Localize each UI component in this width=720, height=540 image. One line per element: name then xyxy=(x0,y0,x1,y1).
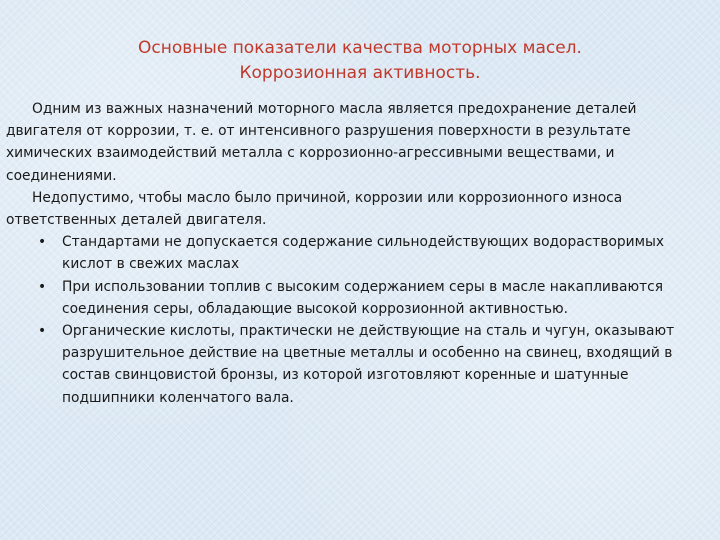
bullet-item-organic-acids xyxy=(38,320,714,409)
bullet-text: Органические кислоты, практически не действующие на сталь и чугун, оказывают разрушительное действие на цветные металлы и особенно на свинец, входящий в состав свинцовистой бронзы, из которой изготовляют коренные и шатунные подшипники коленчатого вала. xyxy=(62,323,675,406)
bullet-item-standards xyxy=(38,231,714,275)
title-line-1: Основные показатели качества моторных масел. xyxy=(138,38,582,58)
paragraph-inadmissible: Недопустимо, чтобы масло было причиной, коррозии или коррозионного износа ответственных деталей двигателя. xyxy=(6,189,623,229)
bullet-text: При использовании топлив с высоким содержанием серы в масле накапливаются соединения серы, обладающие высокой коррозионной активностью. xyxy=(62,278,663,317)
bullet-text: Стандартами не допускается содержание сильнодействующих водорастворимых кислот в свежих маслах xyxy=(62,234,665,273)
bullet-dot-icon: • xyxy=(38,234,47,251)
slide-body xyxy=(6,98,714,409)
bullet-dot-icon: • xyxy=(38,323,47,340)
bullet-item-sulfur xyxy=(38,276,714,320)
bullet-dot-icon: • xyxy=(38,278,47,295)
title-line-2: Коррозионная активность. xyxy=(239,63,481,83)
slide-title xyxy=(60,36,660,86)
bullet-list xyxy=(6,231,714,409)
paragraph-purpose: Одним из важных назначений моторного масла является предохранение деталей двигателя от коррозии, т. е. от интенсивного разрушения поверхности в результате химических взаимодействий металла с коррозионно-агрессивными веществами, и соединениями. xyxy=(6,101,637,184)
